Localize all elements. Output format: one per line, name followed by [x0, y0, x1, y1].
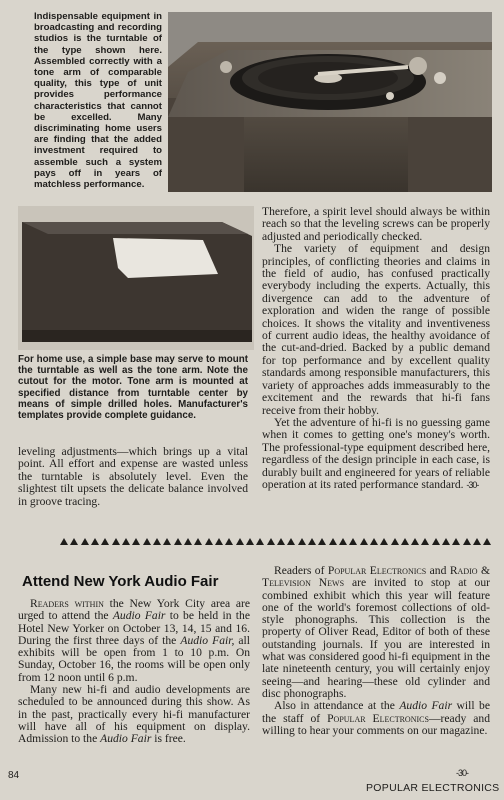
text-run: Also in attendance at the — [274, 699, 400, 713]
turntable-caption: Indispensable equipment in broadcasting and recording studios is the turntable of the type shown here. Assembled correctly with a tone arm of comparable quality, this type of unit provides performance characteristics that cannot be excelled. Many discriminating home users are finding that the added investment required to assemble such a system pays off in years of matchless performance. — [34, 11, 162, 191]
audio-fair-paragraph — [262, 700, 490, 737]
audio-fair-paragraph — [18, 598, 250, 684]
triangle-divider — [60, 538, 492, 545]
article-right-column — [262, 206, 490, 491]
text-run: Many new hi-fi and audio developments are scheduled to be announced during this show. As in the past, practically every hi-fi manufacturer will have all of his equipment on display. Admission to the — [18, 683, 250, 746]
magazine-footer-title: POPULAR ELECTRONICS — [366, 782, 500, 794]
magazine-name: Radio & Television News — [262, 564, 490, 590]
audio-fair-left-column — [18, 598, 250, 746]
magazine-name: Popular Electronics — [327, 564, 427, 577]
article-paragraph: Therefore, a spirit level should always be within reach so that the leveling screws can be properly adjusted and periodically checked. — [262, 205, 490, 243]
audio-fair-right-column — [262, 565, 490, 737]
event-name: Audio Fair, — [180, 633, 235, 647]
audio-fair-headline: Attend New York Audio Fair — [22, 573, 219, 590]
article-paragraph-text: Yet the adventure of hi-fi is no guessing game when it comes to getting one's money's worth. The professional-type equipment described here, regardless of the design principle in each case, is durably built and engineered for years of reliable operation at its rated performance standard. — [262, 415, 490, 491]
article-left-continuation: leveling adjustments—which brings up a vital point. All effort and expense are wasted unless the turntable is absolutely level. Even the slightest tilt upsets the delicate balance involved in groove tracing. — [18, 445, 248, 508]
text-run: will be the staff of — [262, 699, 490, 725]
text-run: to be held in the Hotel New Yorker on October 13, 14, 15 and 16. During the first three days of the — [18, 609, 250, 647]
magazine-name: Popular Electronics — [327, 711, 429, 725]
text-run: —ready and willing to hear your comments on our magazine. — [262, 711, 490, 737]
article-paragraph — [262, 417, 490, 491]
base-illustration — [18, 206, 254, 350]
event-name: Audio Fair — [399, 699, 453, 713]
event-name: Audio Fair — [112, 609, 166, 623]
text-run: Readers of — [274, 564, 328, 577]
page-number: 84 — [8, 770, 20, 781]
turntable-illustration — [168, 12, 492, 192]
audio-fair-paragraph — [262, 565, 490, 700]
text-run: and — [426, 564, 450, 577]
text-run: all exhibits will be open from 1 to 10 p.m. On Sunday, October 16, the rooms will be open only from 12 noon until 6 p.m. — [18, 633, 250, 684]
text-run: are invited to stop at our combined exhibit which this year will feature one of the world's foremost collections of old-style phonographs. This collection is the property of Oliver Read, Editor of both of these outstanding journals. If you are interested in what was considered good hi-fi equipment in the late nineteenth century, you will certainly enjoy seeing—and hearing—these old cylinder and disc phonographs. — [262, 576, 490, 700]
event-name: Audio Fair — [100, 732, 152, 746]
audio-fair-paragraph — [18, 684, 250, 745]
lead-in: Readers within — [30, 597, 104, 610]
end-mark: -30- — [456, 768, 469, 778]
end-mark: -30- — [466, 479, 479, 490]
base-photo — [18, 206, 254, 350]
base-caption: For home use, a simple base may serve to mount the turntable as well as the tone arm. Note the cutout for the motor. Tone arm is mounted at specified distance from turntable center by means of simple drilled holes. Manufacturer's templates provide complete guidance. — [18, 354, 248, 422]
text-run: is free. — [151, 732, 186, 746]
turntable-photo — [168, 12, 492, 192]
article-paragraph: The variety of equipment and design principles, of conflicting theories and claims in the field of audio, has confused practically everybody including the experts. Actually, this divergence can add to the adventure of exploration and widen the range of possible choices. It shows the vitality and inventiveness of current audio ideas, the healthy avoidance of the cut-and-dried. Backed by a public demand for top performance and by excellent quality standards among responsible manufacturers, this variety of approaches adds immeasurably to the excitement and the rewards that hi-fi fans receive from their hobby. — [262, 242, 490, 417]
text-run: the New York City area are urged to attend the — [18, 597, 250, 623]
